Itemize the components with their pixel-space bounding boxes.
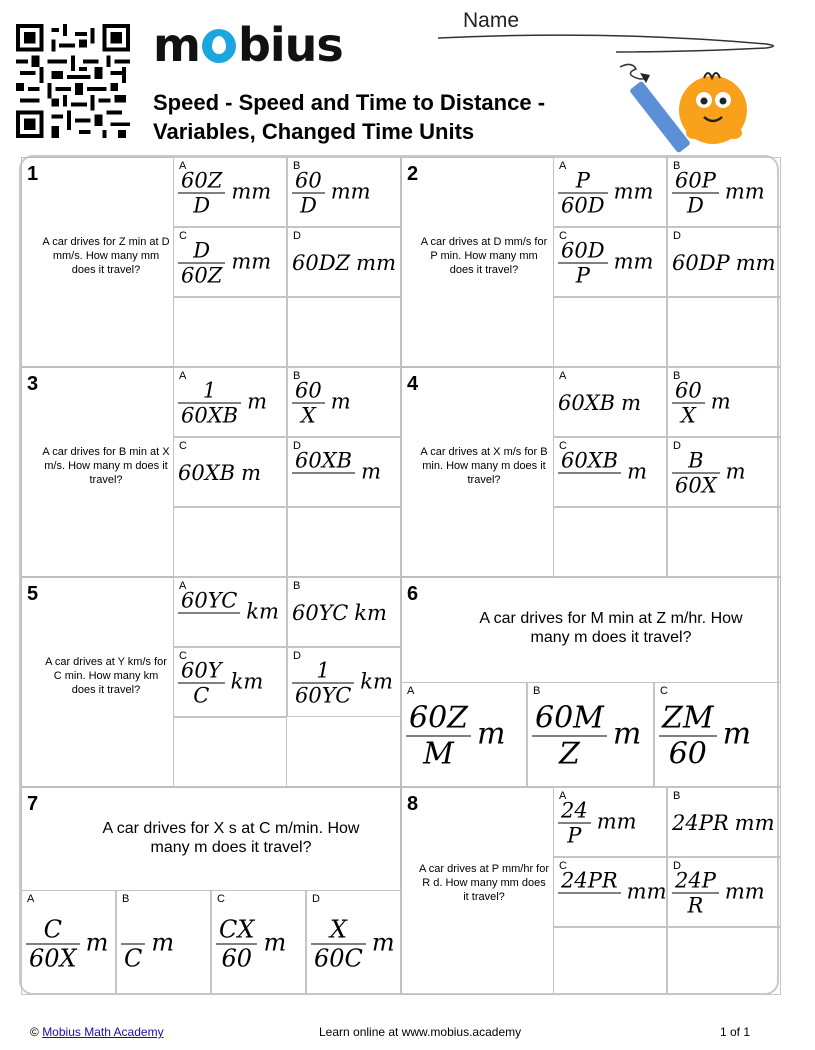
fraction (672, 379, 705, 428)
fraction-numerator: 60M (532, 700, 607, 736)
unit-text: m (247, 389, 268, 414)
option-letter: D (312, 893, 320, 905)
fraction-denominator: D (299, 193, 317, 218)
option-letter: D (293, 440, 301, 452)
unit-text: mm (613, 179, 654, 204)
fraction-denominator: P (567, 823, 582, 848)
unit-text: mm (231, 249, 272, 274)
question-text: A car drives for B min at X m/s. How many m does it travel? (42, 446, 170, 486)
fraction-numerator: 60 (672, 379, 705, 404)
footer-learn-online: Learn online at www.mobius.academy (319, 1025, 522, 1039)
question-number: 3 (27, 373, 39, 395)
answer-expression (292, 659, 393, 708)
fraction-denominator: 60 (221, 944, 252, 972)
answer-option-D[interactable] (287, 437, 401, 507)
answer-option-C[interactable] (654, 682, 781, 787)
fraction-numerator: D (178, 239, 225, 264)
fraction (311, 915, 366, 972)
expression-text: 60DZ (292, 251, 351, 275)
answer-empty-cell (553, 507, 667, 577)
fraction (558, 799, 591, 848)
unit-text: km (230, 669, 264, 694)
fraction-denominator (558, 894, 621, 918)
fraction-denominator: R (687, 893, 704, 918)
answer-expression (178, 461, 261, 485)
answer-expression (178, 169, 271, 218)
answer-expression (292, 251, 396, 275)
fraction-numerator: B (672, 449, 720, 474)
fraction-denominator: 60 (668, 736, 707, 771)
question-number: 2 (407, 163, 419, 185)
fraction (292, 659, 354, 708)
question-number: 4 (407, 373, 419, 395)
option-letter: B (293, 370, 301, 382)
answer-option-D[interactable] (667, 227, 781, 297)
option-letter: C (559, 860, 567, 872)
answer-option-A[interactable] (553, 367, 667, 437)
unit-text: m (151, 928, 175, 956)
answer-expression (406, 700, 505, 771)
answer-option-C[interactable] (173, 227, 287, 297)
answer-expression (311, 915, 395, 972)
answer-option-C[interactable] (553, 857, 667, 927)
answer-option-B[interactable] (116, 890, 211, 995)
unit-text: m (722, 716, 752, 752)
fraction (558, 239, 608, 288)
fraction-denominator: 60X (29, 944, 77, 972)
fraction-numerator: 60P (672, 169, 719, 194)
fraction (558, 449, 621, 498)
fraction (121, 915, 145, 972)
expression-text: 24PR (672, 811, 729, 835)
option-letter: A (179, 160, 187, 172)
unit-text: m (477, 716, 506, 752)
fraction (292, 449, 355, 498)
fraction (216, 915, 257, 972)
answer-empty-cell (287, 507, 401, 577)
answer-expression (659, 700, 751, 771)
fraction-numerator: 1 (178, 379, 241, 404)
answer-expression (216, 915, 286, 972)
option-letter: A (179, 580, 187, 592)
answer-option-D[interactable] (287, 227, 401, 297)
answer-expression (672, 811, 775, 835)
question-text: A car drives at P mm/hr for R d. How many mm does it travel? (419, 863, 550, 903)
fraction-denominator (558, 474, 621, 498)
fraction (292, 379, 325, 428)
mobius-logo: m bius (153, 18, 343, 72)
answer-expression (178, 379, 267, 428)
answer-option-B[interactable] (287, 157, 401, 227)
unit-text: m (621, 391, 642, 415)
logo-drop-icon (202, 29, 236, 63)
answer-empty-cell (173, 717, 287, 787)
unit-text: mm (724, 879, 765, 904)
unit-text: m (725, 459, 746, 484)
fraction-denominator: M (423, 736, 454, 771)
option-letter: C (559, 440, 567, 452)
fraction (178, 379, 241, 428)
fraction-numerator: 1 (292, 659, 354, 684)
option-letter: C (217, 893, 225, 905)
expression-text: 60DP (672, 251, 730, 275)
fraction-numerator (121, 915, 145, 944)
unit-text: m (85, 928, 109, 956)
unit-text: mm (596, 809, 637, 834)
qr-code (16, 24, 130, 138)
fraction-numerator: 60Z (406, 700, 471, 736)
fraction (292, 169, 325, 218)
answer-option-C[interactable] (173, 647, 287, 717)
fraction (672, 449, 720, 498)
fraction-numerator: 60YC (178, 589, 240, 614)
fraction (672, 169, 719, 218)
answer-expression (558, 799, 637, 848)
answer-option-A[interactable] (553, 787, 667, 857)
expression-text: 60YC (292, 601, 349, 625)
unit-text: mm (356, 251, 396, 275)
option-letter: A (559, 160, 567, 172)
fraction-denominator: C (193, 683, 210, 708)
answer-expression (292, 169, 371, 218)
unit-text: mm (231, 179, 272, 204)
question-number: 7 (27, 793, 39, 815)
fraction-denominator: X (300, 403, 316, 428)
unit-text: km (246, 599, 279, 624)
option-letter: B (533, 685, 541, 697)
option-letter: D (673, 230, 681, 242)
answer-option-B[interactable] (527, 682, 654, 787)
option-letter: B (293, 160, 301, 172)
fraction (406, 700, 471, 771)
fraction-denominator: P (575, 263, 590, 288)
fraction-numerator: P (558, 169, 608, 194)
answer-empty-cell (553, 297, 667, 367)
answer-expression (558, 391, 641, 415)
fraction (178, 169, 225, 218)
answer-expression (178, 589, 279, 638)
fraction (672, 869, 719, 918)
answer-expression (558, 449, 647, 498)
fraction-denominator: D (193, 193, 211, 218)
answer-expression (121, 915, 174, 972)
option-letter: C (179, 650, 187, 662)
answer-expression (672, 169, 765, 218)
answer-option-A[interactable] (21, 890, 116, 995)
answer-option-A[interactable] (173, 157, 287, 227)
question-number: 6 (407, 583, 419, 605)
fraction-denominator (292, 474, 355, 498)
expression-text: 60XB (178, 461, 236, 485)
unit-text: m (612, 716, 642, 752)
fraction (558, 869, 621, 918)
answer-option-D[interactable] (306, 890, 401, 995)
answer-option-D[interactable] (667, 437, 781, 507)
unit-text: mm (613, 249, 654, 274)
option-letter: D (673, 440, 681, 452)
option-letter: D (673, 860, 681, 872)
footer-copyright: © Mobius Math Academy (30, 1025, 164, 1039)
answer-expression (292, 379, 351, 428)
answer-expression (532, 700, 641, 771)
answer-option-B[interactable] (667, 367, 781, 437)
answer-option-D[interactable] (287, 647, 401, 717)
answer-expression (26, 915, 108, 972)
fraction (26, 915, 80, 972)
unit-text: m (263, 928, 287, 956)
fraction-denominator: C (124, 944, 143, 972)
fraction-numerator: 24PR (558, 869, 621, 894)
option-letter: B (293, 580, 301, 592)
unit-text: mm (330, 179, 371, 204)
answer-empty-cell (553, 927, 667, 995)
answer-option-B[interactable] (287, 577, 401, 647)
unit-text: mm (734, 811, 775, 835)
answer-expression (292, 449, 381, 498)
unit-text: mm (626, 879, 667, 904)
answer-option-A[interactable] (173, 577, 287, 647)
worksheet-header (0, 0, 815, 150)
fraction (532, 700, 607, 771)
fraction-numerator: 60D (558, 239, 608, 264)
answer-empty-cell (667, 297, 781, 367)
fraction-numerator: 60 (292, 169, 325, 194)
answer-option-A[interactable] (173, 367, 287, 437)
option-letter: B (673, 790, 681, 802)
answer-empty-cell (667, 927, 781, 995)
option-letter: C (660, 685, 668, 697)
fraction-denominator: 60D (561, 193, 605, 218)
question-number: 8 (407, 793, 419, 815)
answer-expression (178, 239, 271, 288)
question-number: 5 (27, 583, 39, 605)
fraction-numerator: X (311, 915, 366, 944)
answer-empty-cell (667, 507, 781, 577)
fraction (178, 239, 225, 288)
option-letter: A (559, 370, 567, 382)
answer-expression (558, 869, 667, 918)
fraction (659, 700, 717, 771)
fraction-numerator: 24P (672, 869, 719, 894)
question-number: 1 (27, 163, 39, 185)
answer-expression (558, 239, 653, 288)
expression-text: 60XB (558, 391, 616, 415)
footer-page-number: 1 of 1 (720, 1025, 751, 1039)
fraction-numerator: ZM (659, 700, 717, 736)
pencil-mascot-illustration (612, 55, 772, 155)
fraction (558, 169, 608, 218)
answer-expression (672, 869, 765, 918)
unit-text: m (241, 461, 262, 485)
answer-option-C[interactable] (553, 227, 667, 297)
option-letter: B (673, 160, 681, 172)
fraction-numerator: 60Y (178, 659, 225, 684)
answer-expression (672, 251, 776, 275)
unit-text: mm (724, 179, 765, 204)
answer-expression (558, 169, 653, 218)
option-letter: B (122, 893, 130, 905)
unit-text: m (330, 389, 351, 414)
answer-option-C[interactable] (553, 437, 667, 507)
fraction-numerator: 60XB (558, 449, 621, 474)
name-label: Name (463, 9, 520, 32)
answer-option-A[interactable] (553, 157, 667, 227)
fraction-denominator: X (680, 403, 696, 428)
answer-option-A[interactable] (401, 682, 527, 787)
question-text: A car drives at X m/s for B min. How many m does it travel? (420, 446, 548, 486)
answer-option-B[interactable] (287, 367, 401, 437)
question-grid (19, 155, 779, 995)
option-letter: A (559, 790, 567, 802)
answer-expression (178, 659, 263, 708)
answer-option-B[interactable] (667, 157, 781, 227)
unit-text: m (710, 389, 731, 414)
unit-text: m (371, 928, 395, 956)
option-letter: A (179, 370, 187, 382)
question-text: A car drives at D mm/s for P min. How many mm does it travel? (420, 236, 548, 276)
question-text: A car drives for Z min at D mm/s. How many mm does it travel? (42, 236, 170, 276)
mobius-academy-link[interactable]: Mobius Math Academy (42, 1025, 164, 1039)
answer-option-D[interactable] (667, 857, 781, 927)
option-letter: C (179, 440, 187, 452)
option-letter: B (673, 370, 681, 382)
question-text: A car drives at Y km/s for C min. How many km does it travel? (45, 656, 167, 696)
answer-empty-cell (287, 297, 401, 367)
option-letter: D (293, 650, 301, 662)
worksheet-title: Speed - Speed and Time to Distance - Variables, Changed Time Units (153, 90, 546, 144)
fraction-denominator: D (687, 193, 704, 218)
fraction (178, 589, 240, 638)
option-letter: C (559, 230, 567, 242)
fraction-denominator: 60C (314, 944, 363, 972)
fraction-denominator (178, 614, 240, 638)
answer-option-C[interactable] (211, 890, 306, 995)
answer-option-C[interactable] (173, 437, 287, 507)
fraction-numerator: 24 (558, 799, 591, 824)
answer-expression (672, 449, 746, 498)
option-letter: A (27, 893, 35, 905)
unit-text: mm (735, 251, 776, 275)
question-text: A car drives for X s at C m/min. How many m does it travel? (102, 820, 360, 856)
fraction-denominator: 60Z (181, 263, 223, 288)
answer-option-B[interactable] (667, 787, 781, 857)
fraction-numerator: CX (216, 915, 257, 944)
unit-text: m (361, 459, 382, 484)
fraction-denominator: 60X (675, 473, 717, 498)
option-letter: D (293, 230, 301, 242)
option-letter: C (179, 230, 187, 242)
option-letter: A (407, 685, 415, 697)
fraction-denominator: 60XB (181, 403, 239, 428)
fraction-numerator: C (26, 915, 80, 944)
answer-expression (672, 379, 731, 428)
question-text: A car drives for M min at Z m/hr. How many m does it travel? (479, 610, 743, 646)
answer-expression (292, 601, 387, 625)
fraction-denominator: 60YC (295, 683, 352, 708)
fraction-numerator: 60Z (178, 169, 225, 194)
fraction-denominator: Z (559, 736, 580, 771)
answer-empty-cell (173, 297, 287, 367)
unit-text: m (627, 459, 648, 484)
unit-text: km (354, 601, 387, 625)
fraction-numerator: 60 (292, 379, 325, 404)
unit-text: km (360, 669, 393, 694)
fraction-numerator: 60XB (292, 449, 355, 474)
fraction (178, 659, 225, 708)
answer-empty-cell (173, 507, 287, 577)
